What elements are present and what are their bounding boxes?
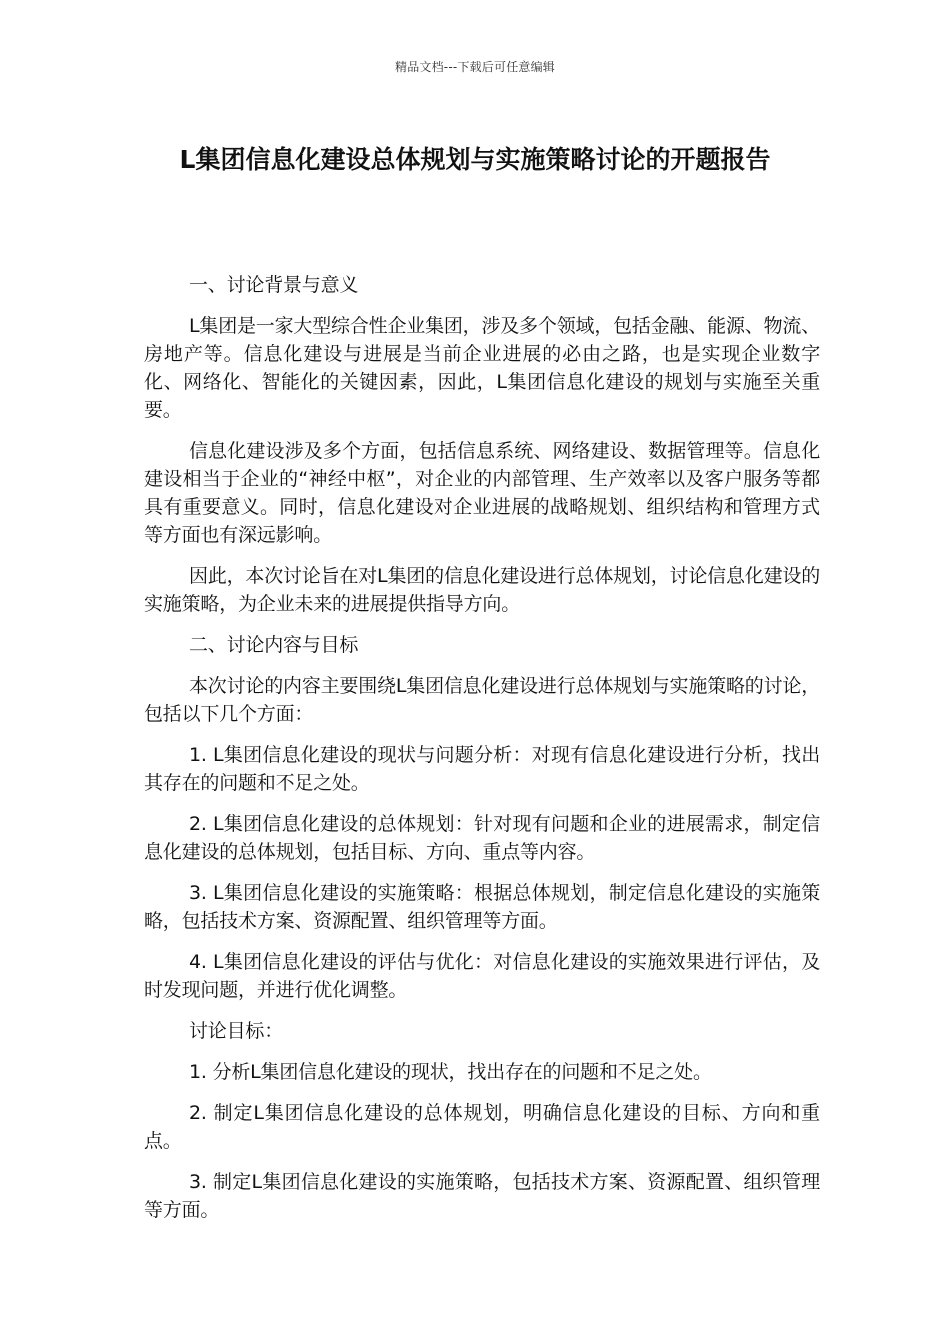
- list-item: 4. L集团信息化建设的评估与优化：对信息化建设的实施效果进行评估，及时发现问题，并进行优化调整。: [144, 951, 820, 1001]
- document-title: L集团信息化建设总体规划与实施策略讨论的开题报告: [179, 145, 771, 174]
- list-item: 2. L集团信息化建设的总体规划：针对现有问题和企业的进展需求，制定信息化建设的总体规划，包括目标、方向、重点等内容。: [144, 813, 820, 863]
- section-heading-background: 一、讨论背景与意义: [189, 274, 359, 296]
- list-item: 2. 制定L集团信息化建设的总体规划，明确信息化建设的目标、方向和重点。: [144, 1102, 820, 1152]
- subheading-goals: 讨论目标：: [189, 1020, 284, 1042]
- list-item: 1. 分析L集团信息化建设的现状，找出存在的问题和不足之处。: [189, 1061, 712, 1083]
- paragraph: L集团是一家大型综合性企业集团，涉及多个领域，包括金融、能源、物流、房地产等。信息化建设与进展是当前企业进展的必由之路，也是实现企业数字化、网络化、智能化的关键因素，因此，L集团信息化建设的规划与实施至关重要。: [144, 315, 820, 421]
- list-item: 1. L集团信息化建设的现状与问题分析：对现有信息化建设进行分析，找出其存在的问题和不足之处。: [144, 744, 820, 794]
- paragraph: 本次讨论的内容主要围绕L集团信息化建设进行总体规划与实施策略的讨论，包括以下几个方面：: [144, 675, 820, 725]
- document-body: [144, 271, 820, 1237]
- paragraph: 信息化建设涉及多个方面，包括信息系统、网络建设、数据管理等。信息化建设相当于企业的“神经中枢”，对企业的内部管理、生产效率以及客户服务等都具有重要意义。同时，信息化建设对企业进展的战略规划、组织结构和管理方式等方面也有深远影响。: [144, 440, 820, 546]
- list-item: 3. L集团信息化建设的实施策略：根据总体规划，制定信息化建设的实施策略，包括技术方案、资源配置、组织管理等方面。: [144, 882, 820, 932]
- paragraph: 因此，本次讨论旨在对L集团的信息化建设进行总体规划，讨论信息化建设的实施策略，为企业未来的进展提供指导方向。: [144, 565, 820, 615]
- page-header: 精品文档---下载后可任意编辑: [395, 60, 555, 74]
- section-heading-content: 二、讨论内容与目标: [189, 634, 359, 656]
- list-item: 3. 制定L集团信息化建设的实施策略，包括技术方案、资源配置、组织管理等方面。: [144, 1171, 820, 1221]
